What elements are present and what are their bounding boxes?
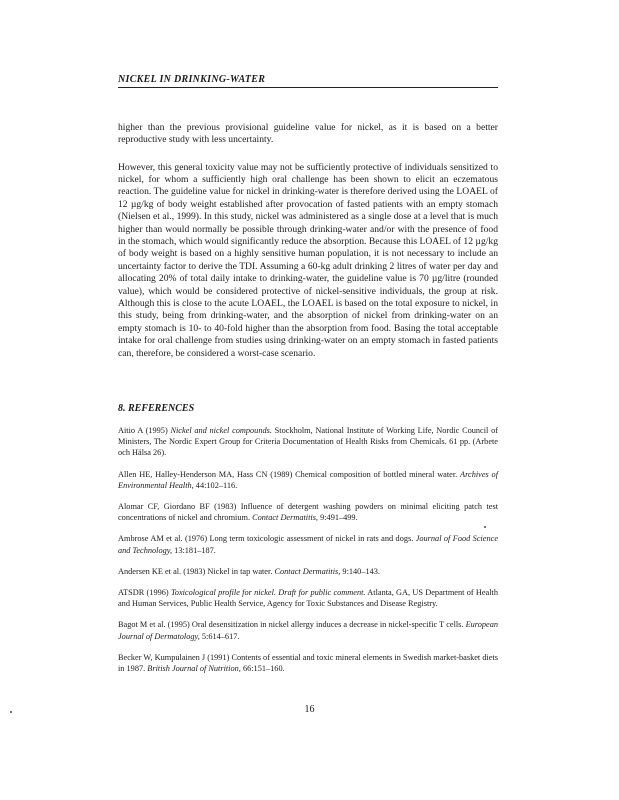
- reference-entry: Becker W, Kumpulainen J (1991) Contents of essential and toxic mineral elements in Swedish market-basket diets in 1987. British Journal of Nutrition, 66:151–160.: [118, 652, 498, 674]
- reference-list: [118, 425, 498, 684]
- page-number: 16: [304, 704, 315, 715]
- reference-entry: Ambrose AM et al. (1976) Long term toxicologic assessment of nickel in rats and dogs. Journal of Food Science and Technology, 13:181–187.: [118, 534, 498, 555]
- reference-entry: Allen HE, Halley-Henderson MA, Hass CN (1989) Chemical composition of bottled mineral water. Archives of Environmental Health, 44:102–116.: [118, 469, 498, 490]
- reference-entry: Bagot M et al. (1995) Oral desensitization in nickel allergy induces a decrease in nickel-specific T cells. European Journal of Dermatology, 5:614–617.: [118, 620, 498, 641]
- scan-speck: [484, 526, 486, 528]
- scan-speck: [10, 711, 12, 713]
- reference-entry: Alomar CF, Giordano BF (1983) Influence of detergent washing powders on minimal eliciting patch test concentrations of nickel and chromium. Contact Dermatitis, 9:491–499.: [118, 502, 498, 523]
- reference-entry: ATSDR (1996) Toxicological profile for nickel. Draft for public comment. Atlanta, GA, US Department of Health and Human Services, Public Health Service, Agency for Toxic Substances and Disease Registry.: [118, 588, 498, 609]
- reference-entry: Andersen KE et al. (1983) Nickel in tap water. Contact Dermatitis, 9:140–143.: [118, 566, 381, 576]
- reference-entry: Aitio A (1995) Nickel and nickel compounds. Stockholm, National Institute of Working Life, Nordic Council of Ministers, The Nordic Expert Group for Criteria Documentation of Health Risks from Chemicals. 61 pp. (Arbete och Hälsa 26).: [118, 426, 498, 458]
- body-paragraph: higher than the previous provisional guideline value for nickel, as it is based on a better reproductive study with less uncertainty.: [118, 121, 498, 145]
- running-title: NICKEL IN DRINKING-WATER: [118, 74, 498, 88]
- references-heading: 8. REFERENCES: [118, 403, 195, 414]
- body-paragraph: However, this general toxicity value may not be sufficiently protective of individuals sensitized to nickel, for whom a sufficiently high oral challenge has been shown to elicit an eczematous reaction. The guideline value for nickel in drinking-water is therefore derived using the LOAEL of 12 µg/kg of body weight established after provocation of fasted patients with an empty stomach (Nielsen et al., 1999). In this study, nickel was administered as a single dose at a level that is much higher than would normally be possible through drinking-water and/or with the presence of food in the stomach, which would significantly reduce the absorption. Because this LOAEL of 12 µg/kg of body weight is based on a highly sensitive human population, it is not necessary to include an uncertainty factor to derive the TDI. Assuming a 60-kg adult drinking 2 litres of water per day and allocating 20% of total daily intake to drinking-water, the guideline value is 70 µg/litre (rounded value), which would be considered protective of nickel-sensitive individuals, the group at risk. Although this is close to the acute LOAEL, the LOAEL is based on the total exposure to nickel, in this study, being from drinking-water, and the absorption of nickel from drinking-water on an empty stomach is 10- to 40-fold higher than the absorption from food. Basing the total acceptable intake for oral challenge from studies using drinking-water on an empty stomach in fasted patients can, therefore, be considered a worst-case scenario.: [118, 161, 498, 359]
